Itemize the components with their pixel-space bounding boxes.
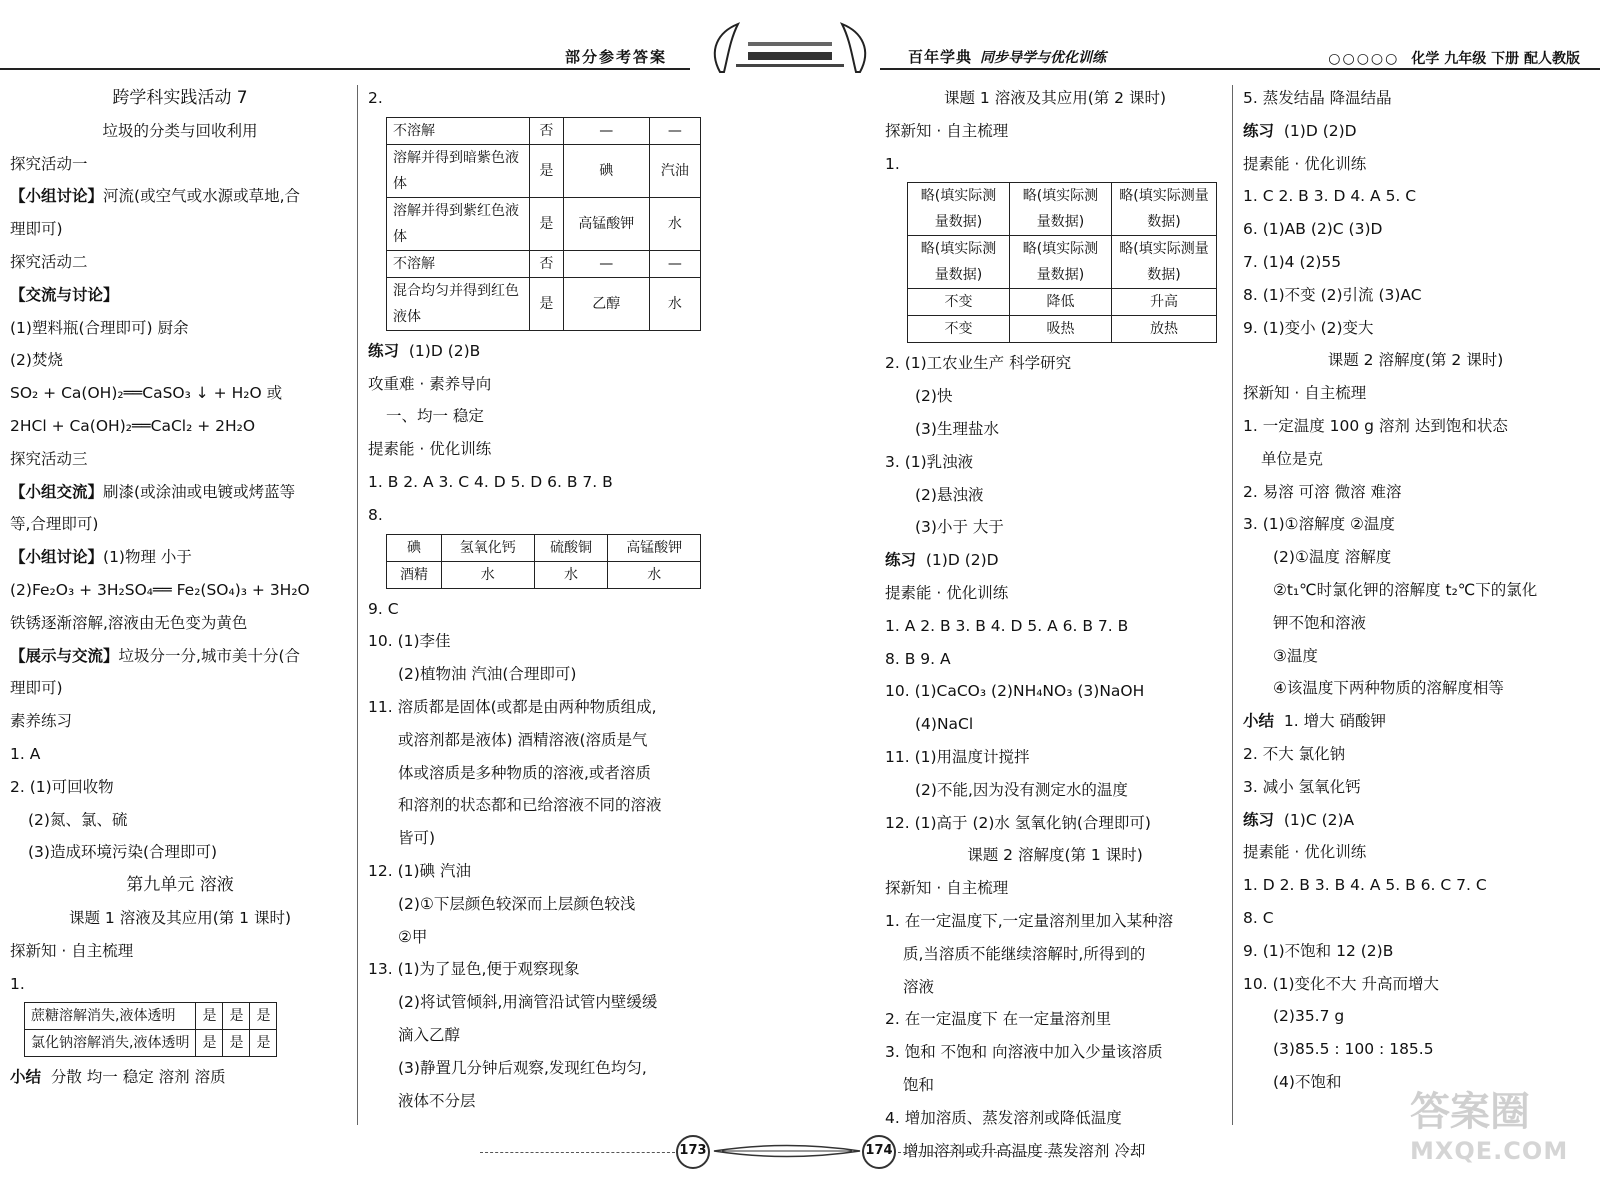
answer-line: 溶液 [903, 977, 935, 996]
answer-line: 11. 溶质都是固体(或都是由两种物质组成, [368, 697, 657, 716]
answer-line: (2)①温度 溶解度 [1273, 548, 1392, 567]
answer-line: 练习 (1)D (2)B [368, 341, 481, 360]
table-row: 不溶解 否 — — [387, 117, 701, 144]
answer-table [907, 182, 1217, 343]
column-1 [10, 82, 350, 1094]
answer-line: ③温度 [1273, 646, 1318, 665]
answer-line: (3)85.5 : 100 : 185.5 [1273, 1040, 1434, 1059]
lesson-title: 课题 1 溶液及其应用(第 1 课时) [68, 908, 292, 927]
section-heading: 提素能 · 优化训练 [1243, 154, 1367, 173]
table-row: 不变 降低 升高 [908, 289, 1217, 316]
brand-sub: 同步导学与优化训练 [980, 50, 1107, 66]
section-heading: 探究活动二 [10, 252, 88, 271]
answer-line: 2. [368, 89, 383, 107]
answer-line: 1. A 2. B 3. B 4. D 5. A 6. B 7. B [885, 616, 1129, 635]
answer-line: 小结 分散 均一 稳定 溶剂 溶质 [10, 1068, 226, 1087]
table-row: 溶解并得到紫红色液体 是 高锰酸钾 水 [387, 197, 701, 250]
answer-line: ②甲 [398, 927, 428, 946]
answer-line: 8. [368, 505, 383, 524]
footer-ornament-icon [712, 1138, 862, 1164]
answer-line: 2. 在一定温度下 在一定量溶剂里 [885, 1010, 1112, 1029]
answer-line: 2. (1)工农业生产 科学研究 [885, 354, 1072, 373]
answer-line: 10. (1)变化不大 升高而增大 [1243, 974, 1439, 993]
section-heading: 提素能 · 优化训练 [1243, 843, 1367, 862]
answer-line: 8. (1)不变 (2)引流 (3)AC [1243, 285, 1422, 304]
answer-line: 小结 1. 增大 硝酸钾 [1243, 712, 1387, 731]
lesson-title: 课题 2 溶解度(第 2 课时) [1327, 351, 1504, 370]
answer-line: 1. 一定温度 100 g 溶剂 达到饱和状态 [1243, 416, 1508, 435]
column-divider [1232, 85, 1233, 1125]
watermark-logo [1410, 1080, 1585, 1175]
section-heading: 探新知 · 自主梳理 [885, 879, 1009, 898]
answer-line: 13. (1)为了显色,便于观察现象 [368, 960, 580, 979]
header-brand [908, 46, 1106, 67]
column-divider [357, 85, 358, 1125]
answer-line: (2)35.7 g [1273, 1007, 1345, 1026]
answer-table [24, 1002, 277, 1057]
answer-line: 和溶剂的状态都和已给溶液不同的溶液 [398, 796, 662, 815]
answer-line: (2)不能,因为没有测定水的温度 [915, 780, 1128, 799]
section-heading: 提素能 · 优化训练 [368, 440, 492, 459]
answer-line: 11. (1)用温度计搅拌 [885, 747, 1030, 766]
table-row: 略(填实际测量数据) 略(填实际测量数据) 略(填实际测量数据) [908, 183, 1217, 236]
answer-line: 练习 (1)C (2)A [1243, 810, 1355, 829]
answer-line: 5. 蒸发结晶 降温结晶 [1243, 89, 1392, 107]
answer-line: ④该温度下两种物质的溶解度相等 [1273, 679, 1504, 698]
answer-line: 1. D 2. B 3. B 4. A 5. B 6. C 7. C [1243, 876, 1487, 895]
answer-line: 单位是克 [1261, 449, 1324, 468]
answer-line: 一、均一 稳定 [386, 407, 484, 426]
answer-line: 1. [10, 974, 25, 993]
answer-line: 12. (1)碘 汽油 [368, 861, 471, 880]
answer-line: 理即可) [10, 679, 63, 698]
column-3 [885, 82, 1225, 1167]
answer-line: 8. B 9. A [885, 649, 951, 668]
section-heading: 攻重难 · 素养导向 [368, 374, 492, 393]
answer-line: (2)氮、氯、硫 [28, 810, 128, 829]
answer-table [386, 117, 701, 331]
answer-line: ②t₁℃时氯化钾的溶解度 t₂℃下的氯化 [1273, 580, 1538, 599]
answer-line: 1. A [10, 744, 41, 763]
equation-line: 2HCl + Ca(OH)₂══CaCl₂ + 2H₂O [10, 416, 256, 435]
answer-line: (2)焚烧 [10, 351, 63, 370]
answer-line: 9. (1)不饱和 12 (2)B [1243, 941, 1394, 960]
answer-line: 3. (1)①溶解度 ②温度 [1243, 515, 1395, 534]
table-row: 略(填实际测量数据) 略(填实际测量数据) 略(填实际测量数据) [908, 236, 1217, 289]
answer-line: 2. (1)可回收物 [10, 777, 114, 796]
answer-line: 【小组讨论】(1)物理 小于 [10, 548, 192, 567]
header-rule-right [880, 68, 1600, 70]
lesson-title: 课题 1 溶液及其应用(第 2 课时) [943, 89, 1167, 107]
activity-subtitle: 垃圾的分类与回收利用 [102, 121, 258, 140]
answer-line: 3. 减小 氢氧化钙 [1243, 777, 1361, 796]
answer-line: 4. 增加溶质、蒸发溶剂或降低温度 [885, 1108, 1122, 1127]
section-heading: 提素能 · 优化训练 [885, 583, 1009, 602]
equation-line: SO₂ + Ca(OH)₂══CaSO₃ ↓ + H₂O 或 [10, 384, 283, 403]
answer-line: 滴入乙醇 [398, 1025, 461, 1044]
answer-line: 【小组交流】刷漆(或涂油或电镀或烤蓝等 [10, 482, 296, 501]
answer-line: 12. (1)高于 (2)水 氢氧化钠(合理即可) [885, 813, 1151, 832]
table-row: 不溶解 否 — — [387, 250, 701, 277]
section-heading: 探究活动一 [10, 154, 88, 173]
answer-line: 8. C [1243, 908, 1274, 927]
answer-line: 2. 易溶 可溶 微溶 难溶 [1243, 482, 1402, 501]
page-number-left: 173 [676, 1135, 710, 1169]
table-row: 蔗糖溶解消失,液体透明 是 是 是 [25, 1003, 277, 1030]
header-subject: 化学 九年级 下册 配人教版 [1411, 51, 1580, 67]
answer-line: 10. (1)CaCO₃ (2)NH₄NO₃ (3)NaOH [885, 682, 1145, 701]
answer-line: 9. (1)变小 (2)变大 [1243, 318, 1374, 337]
answer-line: 10. (1)李佳 [368, 632, 451, 651]
answer-line: 1. 在一定温度下,一定量溶剂里加入某种溶 [885, 911, 1174, 930]
answer-line: 9. C [368, 599, 399, 618]
header-emblem-icon [700, 20, 880, 78]
answer-line: 1. [885, 154, 900, 173]
answer-line: (3)造成环境污染(合理即可) [28, 843, 218, 862]
header-meta [1328, 48, 1580, 68]
answer-line: 质,当溶质不能继续溶解时,所得到的 [903, 944, 1146, 963]
section-heading: 探新知 · 自主梳理 [885, 121, 1009, 140]
answer-line: 练习 (1)D (2)D [1243, 121, 1357, 140]
answer-line: (4)不饱和 [1273, 1072, 1342, 1091]
answer-line: 饱和 [903, 1075, 935, 1094]
answer-line: (2)悬浊液 [915, 485, 984, 504]
answer-line: (2)将试管倾斜,用滴管沿试管内壁缓缓 [398, 993, 658, 1012]
watermark-url: MXQE.COM [1410, 1137, 1569, 1165]
answer-line: 【交流与讨论】 [10, 285, 119, 304]
table-row: 混合均匀并得到红色液体 是 乙醇 水 [387, 277, 701, 330]
answer-line: (4)NaCl [915, 715, 974, 734]
column-4 [1243, 82, 1588, 1099]
answer-line: (2)①下层颜色较深而上层颜色较浅 [398, 894, 636, 913]
answer-line: 或溶剂都是液体) 酒精溶液(溶质是气 [398, 730, 648, 749]
answer-line: 3. 饱和 不饱和 向溶液中加入少量该溶质 [885, 1043, 1163, 1062]
column-2 [368, 82, 718, 1117]
answer-line: 液体不分层 [398, 1091, 476, 1110]
answer-line: 铁锈逐渐溶解,溶液由无色变为黄色 [10, 613, 248, 632]
answer-line: 【小组讨论】河流(或空气或水源或草地,合 [10, 187, 300, 206]
brand-name: 百年学典 [908, 48, 973, 66]
unit-title: 第九单元 溶液 [126, 875, 234, 896]
section-heading: 探新知 · 自主梳理 [10, 941, 134, 960]
answer-line: 理即可) [10, 220, 63, 239]
section-heading: 探究活动三 [10, 449, 88, 468]
footer-rule-right [898, 1152, 1093, 1153]
answer-line: 【展示与交流】垃圾分一分,城市美十分(合 [10, 646, 300, 665]
equation-line: (2)Fe₂O₃ + 3H₂SO₄══ Fe₂(SO₄)₃ + 3H₂O [10, 580, 310, 599]
answer-line: 1. B 2. A 3. C 4. D 5. D 6. B 7. B [368, 472, 613, 491]
answer-line: 6. (1)AB (2)C (3)D [1243, 220, 1383, 239]
answer-line: 7. (1)4 (2)55 [1243, 252, 1342, 271]
lesson-title: 课题 2 溶解度(第 1 课时) [967, 846, 1143, 865]
header-dots: ○○○○○ [1328, 51, 1400, 67]
section-heading: 探新知 · 自主梳理 [1243, 384, 1367, 403]
answer-line: 皆可) [398, 829, 436, 848]
section-heading: 素养练习 [10, 712, 73, 731]
answer-line: (3)静置几分钟后观察,发现红色均匀, [398, 1058, 647, 1077]
answer-line: 等,合理即可) [10, 515, 99, 534]
table-row: 碘 氢氧化钙 硫酸铜 高锰酸钾 [387, 534, 701, 561]
footer-rule-left [480, 1152, 675, 1153]
answer-line: (3)小于 大于 [915, 518, 1004, 537]
answer-table [386, 534, 701, 589]
table-row: 氯化钠溶解消失,液体透明 是 是 是 [25, 1030, 277, 1057]
table-row: 不变 吸热 放热 [908, 316, 1217, 343]
page-number-right: 174 [862, 1135, 896, 1169]
answer-line: (2)快 [915, 387, 953, 406]
answer-line: 练习 (1)D (2)D [885, 551, 999, 570]
answer-line: 2. 不大 氯化钠 [1243, 744, 1346, 763]
answer-line: (1)塑料瓶(合理即可) 厨余 [10, 318, 189, 337]
watermark-text: 答案圈 [1410, 1088, 1530, 1135]
answer-line: 体或溶质是多种物质的溶液,或者溶质 [398, 763, 651, 782]
header-rule-left [0, 68, 690, 70]
answer-line: (2)植物油 汽油(合理即可) [398, 665, 577, 684]
table-row: 酒精 水 水 水 [387, 561, 701, 588]
answer-line: 增加溶剂或升高温度 蒸发溶剂 冷却 [903, 1141, 1146, 1160]
answer-line: 3. (1)乳浊液 [885, 452, 974, 471]
activity-title: 跨学科实践活动 7 [112, 88, 248, 108]
answer-line: 1. C 2. B 3. D 4. A 5. C [1243, 187, 1417, 206]
table-row: 溶解并得到暗紫色液体 是 碘 汽油 [387, 144, 701, 197]
answer-line: (3)生理盐水 [915, 419, 999, 438]
answer-line: 钾不饱和溶液 [1273, 613, 1367, 632]
header-left-title: 部分参考答案 [565, 48, 668, 66]
